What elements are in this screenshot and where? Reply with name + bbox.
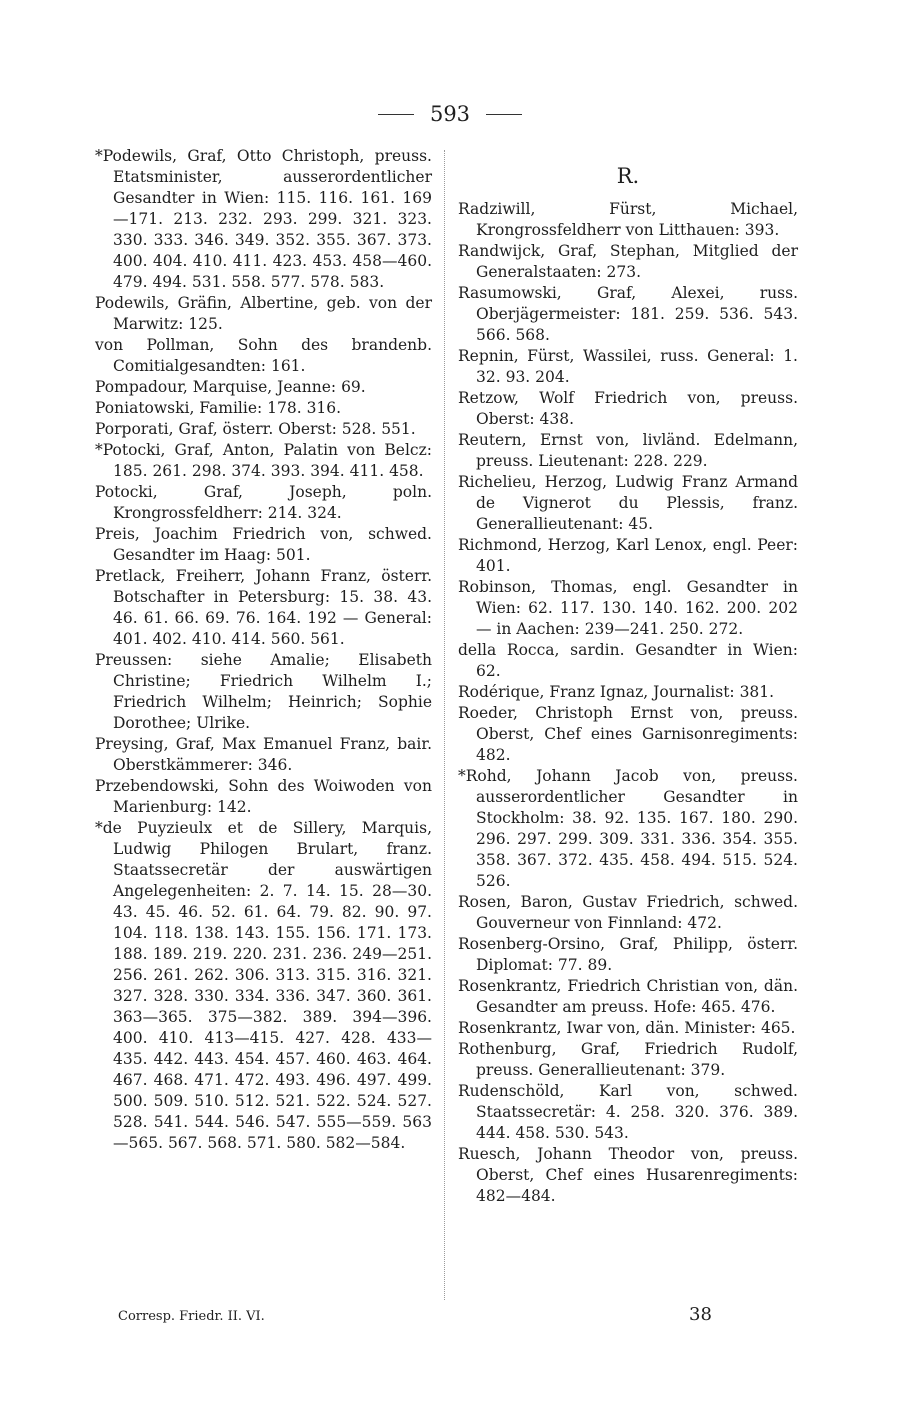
index-entry: Richmond, Herzog, Karl Lenox, engl. Peer: 401. [458, 536, 798, 575]
index-entry: Richelieu, Herzog, Ludwig Franz Armand de Vignerot du Plessis, franz. Generallieutenant: 45. [458, 473, 798, 533]
index-entry: Retzow, Wolf Friedrich von, preuss. Oberst: 438. [458, 389, 798, 428]
index-entry: Poniatowski, Familie: 178. 316. [95, 399, 342, 417]
index-entry: *Podewils, Graf, Otto Christoph, preuss. Etatsminister, ausserordentlicher Gesandter in Wien: 115. 116. 161. 169—171. 213. 232. 293. 299. 321. 323. 330. 333. 346. 349. 352. 355. 367. 373. 400. 404. 410. 411. 423. 453. 458—460. 479. 494. 531. 558. 577. 578. 583. [95, 147, 432, 291]
index-entry: Preis, Joachim Friedrich von, schwed. Gesandter im Haag: 501. [95, 525, 432, 564]
index-entry: Ruesch, Johann Theodor von, preuss. Oberst, Chef eines Husarenregiments: 482—484. [458, 1145, 798, 1205]
index-entry: Radziwill, Fürst, Michael, Krongrossfeldherr von Litthauen: 393. [458, 200, 798, 239]
index-entry: Rudenschöld, Karl von, schwed. Staatssecretär: 4. 258. 320. 376. 389. 444. 458. 530. 543. [458, 1082, 798, 1142]
index-entry: Rasumowski, Graf, Alexei, russ. Oberjägermeister: 181. 259. 536. 543. 566. 568. [458, 284, 798, 344]
page-header [0, 102, 900, 126]
index-entry: Reutern, Ernst von, livländ. Edelmann, preuss. Lieutenant: 228. 229. [458, 431, 798, 470]
index-entry: *de Puyzieulx et de Sillery, Marquis, Ludwig Philogen Brulart, franz. Staatssecretär der auswärtigen Angelegenheiten: 2. 7. 14. 15. 28—30. 43. 45. 46. 52. 61. 64. 79. 82. 90. 97. 104. 118. 138. 143. 155. 156. 171. 173. 188. 189. 219. 220. 231. 236. 249—251. 256. 261. 262. 306. 313. 315. 316. 321. 327. 328. 330. 334. 336. 347. 360. 361. 363—365. 375—382. 389. 394—396. 400. 410. 413—415. 427. 428. 433—435. 442. 443. 454. 457. 460. 463. 464. 467. 468. 471. 472. 493. 496. 497. 499. 500. 509. 510. 512. 521. 522. 524. 527. 528. 541. 544. 546. 547. 555—559. 563—565. 567. 568. 571. 580. 582—584. [95, 819, 432, 1152]
index-entry: Podewils, Gräfin, Albertine, geb. von der Marwitz: 125. [95, 294, 432, 333]
index-entry: Robinson, Thomas, engl. Gesandter in Wien: 62. 117. 130. 140. 162. 200. 202 — in Aachen: 239—241. 250. 272. [458, 578, 798, 638]
footer-source: Corresp. Friedr. II. VI. [118, 1309, 265, 1324]
index-entry: Randwijck, Graf, Stephan, Mitglied der Generalstaaten: 273. [458, 242, 798, 281]
header-dash-right [486, 114, 522, 115]
index-entry: Rosenkrantz, Friedrich Christian von, dän. Gesandter am preuss. Hofe: 465. 476. [458, 977, 798, 1016]
index-entry: Porporati, Graf, österr. Oberst: 528. 551. [95, 420, 416, 438]
signature-mark: 38 [689, 1304, 712, 1325]
index-entry: Repnin, Fürst, Wassilei, russ. General: 1. 32. 93. 204. [458, 347, 798, 386]
header-dash-left [378, 114, 414, 115]
index-entry: *Rohd, Johann Jacob von, preuss. ausserordentlicher Gesandter in Stockholm: 38. 92. 135. 167. 180. 290. 296. 297. 299. 309. 331. 336. 354. 355. 358. 367. 372. 435. 458. 494. 515. 524. 526. [458, 767, 798, 890]
index-entry: Rodérique, Franz Ignaz, Journalist: 381. [458, 683, 775, 701]
section-heading: R. [616, 164, 640, 188]
index-entry: della Rocca, sardin. Gesandter in Wien: 62. [458, 641, 798, 680]
index-entry: Preysing, Graf, Max Emanuel Franz, bair. Oberstkämmerer: 346. [95, 735, 432, 774]
index-entry: Rosenkrantz, Iwar von, dän. Minister: 465. [458, 1019, 796, 1037]
page-number: 593 [429, 102, 471, 126]
column-divider [444, 150, 445, 1300]
index-entry: Roeder, Christoph Ernst von, preuss. Oberst, Chef eines Garnisonregiments: 482. [458, 704, 798, 764]
left-column [95, 146, 432, 1154]
index-entry: Pretlack, Freiherr, Johann Franz, österr. Botschafter in Petersburg: 15. 38. 43. 46. 61. 66. 69. 76. 164. 192 — General: 401. 402. 410. 414. 560. 561. [95, 567, 432, 648]
right-column [458, 146, 798, 1207]
index-entry: *Potocki, Graf, Anton, Palatin von Belcz: 185. 261. 298. 374. 393. 394. 411. 458. [95, 441, 432, 480]
index-entry: Przebendowski, Sohn des Woiwoden von Marienburg: 142. [95, 777, 432, 816]
index-entry: Potocki, Graf, Joseph, poln. Krongrossfeldherr: 214. 324. [95, 483, 432, 522]
index-entry: Rosen, Baron, Gustav Friedrich, schwed. Gouverneur von Finnland: 472. [458, 893, 798, 932]
index-entry: Rosenberg-Orsino, Graf, Philipp, österr. Diplomat: 77. 89. [458, 935, 798, 974]
index-entry: Pompadour, Marquise, Jeanne: 69. [95, 378, 366, 396]
index-entry: Preussen: siehe Amalie; Elisabeth Christine; Friedrich Wilhelm I.; Friedrich Wilhelm; Heinrich; Sophie Dorothee; Ulrike. [95, 651, 432, 732]
index-entry: von Pollman, Sohn des brandenb. Comitialgesandten: 161. [95, 336, 432, 375]
index-entry: Rothenburg, Graf, Friedrich Rudolf, preuss. Generallieutenant: 379. [458, 1040, 798, 1079]
